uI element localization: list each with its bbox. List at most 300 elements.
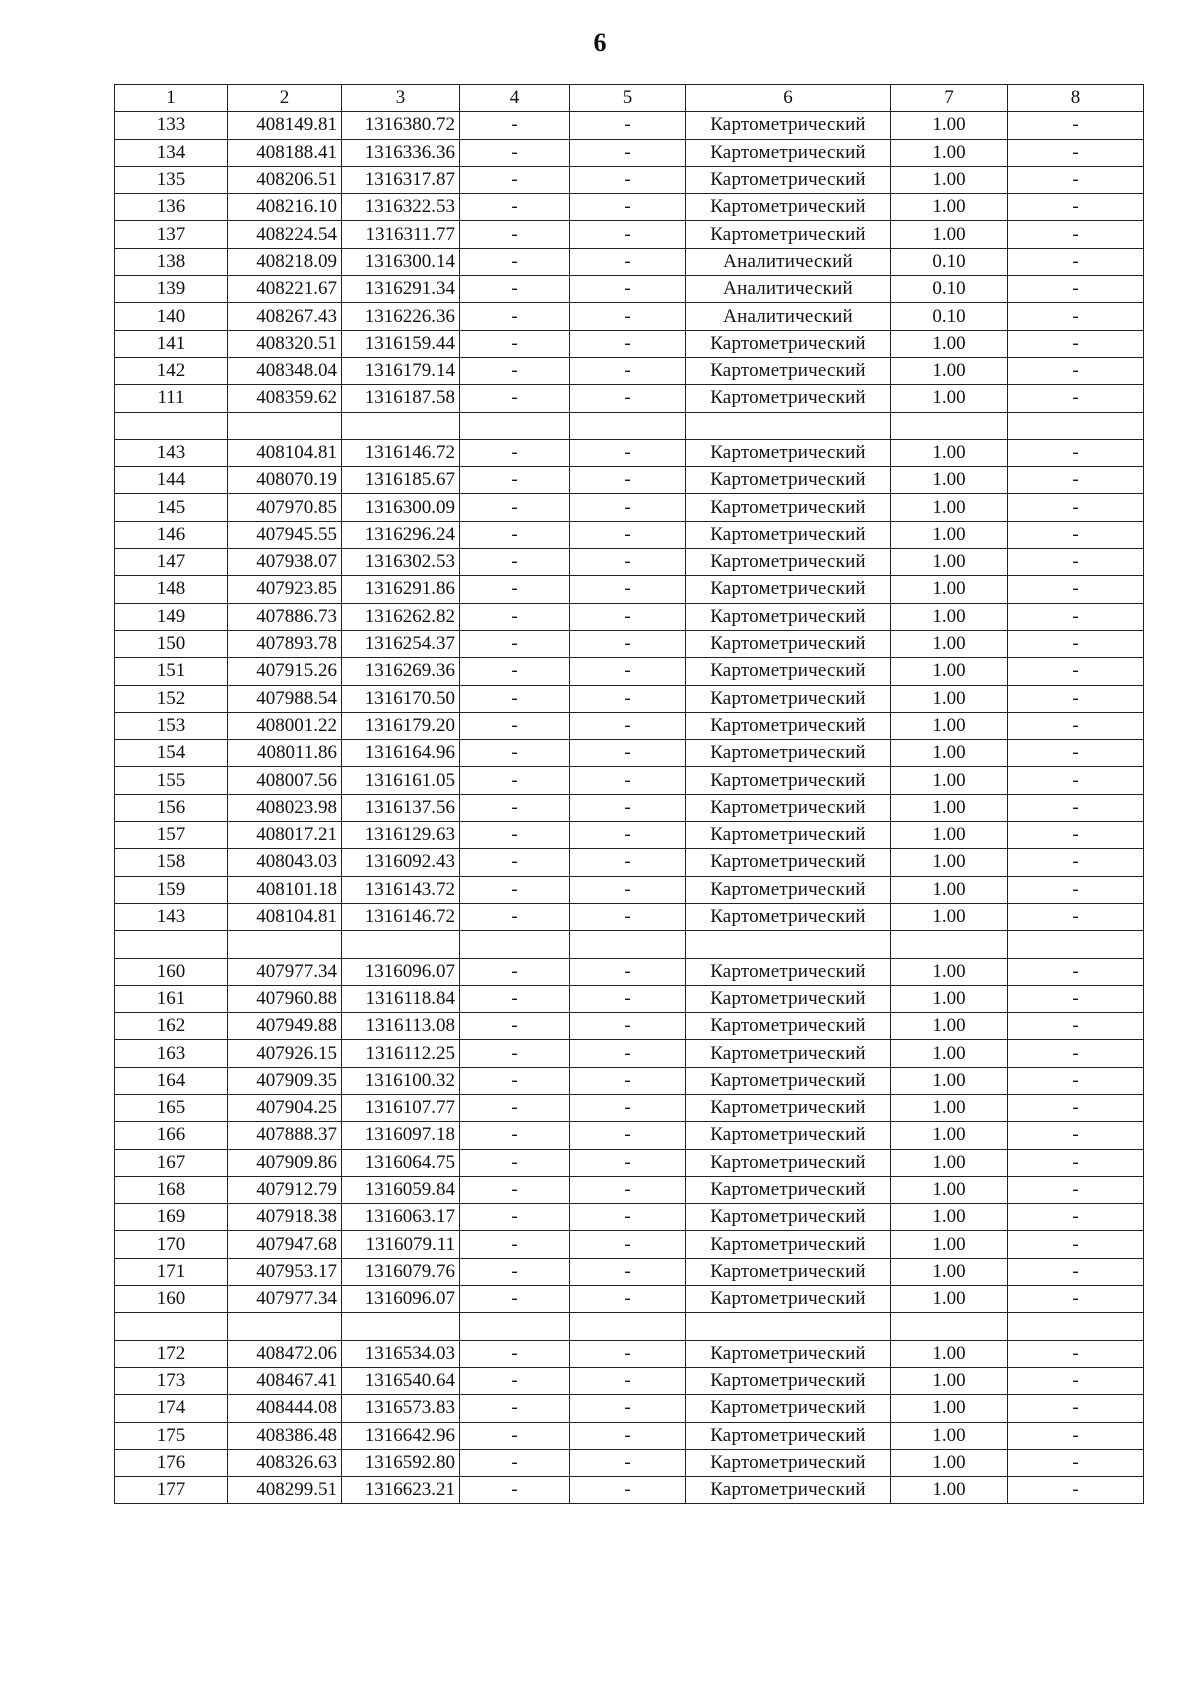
table-row — [115, 357, 1144, 384]
table-cell-col-accuracy: 1.00 — [891, 712, 1008, 739]
table-cell-col-8: - — [1008, 794, 1144, 821]
table-cell-col-x: 408218.09 — [228, 248, 342, 275]
table-cell-col-accuracy: 1.00 — [891, 1176, 1008, 1203]
table-cell-col-8: - — [1008, 221, 1144, 248]
header-col-method: 6 — [686, 85, 891, 112]
table-cell-col-y: 1316097.18 — [342, 1122, 460, 1149]
table-cell-col-4: - — [460, 903, 570, 930]
table-row — [115, 439, 1144, 466]
table-cell-col-y: 1316380.72 — [342, 112, 460, 139]
table-cell-col-8: - — [1008, 521, 1144, 548]
table-cell-col-5: - — [570, 876, 686, 903]
table-cell-col-4: - — [460, 1149, 570, 1176]
table-cell-col-method: Картометрический — [686, 521, 891, 548]
table-cell-col-accuracy: 1.00 — [891, 630, 1008, 657]
table-cell-col-y: 1316170.50 — [342, 685, 460, 712]
table-cell-col-5 — [570, 1313, 686, 1340]
table-row — [115, 1231, 1144, 1258]
table-cell-col-method: Картометрический — [686, 357, 891, 384]
table-cell-col-y: 1316100.32 — [342, 1067, 460, 1094]
table-cell-col-5: - — [570, 1149, 686, 1176]
table-cell-col-5: - — [570, 1286, 686, 1313]
table-cell-col-4: - — [460, 1040, 570, 1067]
table-cell-col-4: - — [460, 494, 570, 521]
table-cell-col-point-number: 133 — [115, 112, 228, 139]
header-row — [115, 85, 1144, 112]
table-cell-col-5: - — [570, 221, 686, 248]
table-cell-col-point-number: 136 — [115, 194, 228, 221]
header-col-5: 5 — [570, 85, 686, 112]
table-cell-col-point-number: 171 — [115, 1258, 228, 1285]
table-cell-col-4: - — [460, 248, 570, 275]
table-cell-col-point-number: 173 — [115, 1367, 228, 1394]
table-cell-col-method: Аналитический — [686, 276, 891, 303]
table-row — [115, 276, 1144, 303]
table-cell-col-x: 407886.73 — [228, 603, 342, 630]
table-cell-col-4: - — [460, 1231, 570, 1258]
table-cell-col-5: - — [570, 248, 686, 275]
table-cell-col-8: - — [1008, 439, 1144, 466]
table-row — [115, 1067, 1144, 1094]
table-cell-col-y: 1316300.09 — [342, 494, 460, 521]
table-cell-col-4: - — [460, 385, 570, 412]
table-cell-col-method: Картометрический — [686, 1067, 891, 1094]
table-cell-col-8: - — [1008, 740, 1144, 767]
table-cell-col-method: Картометрический — [686, 740, 891, 767]
table-cell-col-x: 408221.67 — [228, 276, 342, 303]
header-col-y: 3 — [342, 85, 460, 112]
table-cell-col-x: 407953.17 — [228, 1258, 342, 1285]
table-cell-col-x: 407909.35 — [228, 1067, 342, 1094]
header-col-point-number: 1 — [115, 85, 228, 112]
table-cell-col-point-number: 166 — [115, 1122, 228, 1149]
table-cell-col-method: Картометрический — [686, 849, 891, 876]
table-cell-col-4: - — [460, 685, 570, 712]
table-cell-col-method: Картометрический — [686, 1367, 891, 1394]
table-row — [115, 521, 1144, 548]
table-cell-col-8: - — [1008, 1067, 1144, 1094]
table-cell-col-5: - — [570, 194, 686, 221]
table-cell-col-point-number — [115, 412, 228, 439]
table-cell-col-accuracy: 1.00 — [891, 1094, 1008, 1121]
table-cell-col-y: 1316317.87 — [342, 166, 460, 193]
table-cell-col-5: - — [570, 1204, 686, 1231]
table-cell-col-point-number: 111 — [115, 385, 228, 412]
table-cell-col-8: - — [1008, 1122, 1144, 1149]
table-cell-col-4: - — [460, 112, 570, 139]
table-cell-col-5: - — [570, 849, 686, 876]
table-row — [115, 221, 1144, 248]
table-cell-col-5: - — [570, 166, 686, 193]
table-row — [115, 685, 1144, 712]
table-cell-col-x: 408043.03 — [228, 849, 342, 876]
table-cell-col-accuracy: 1.00 — [891, 1422, 1008, 1449]
table-cell-col-y: 1316118.84 — [342, 985, 460, 1012]
table-cell-col-5: - — [570, 357, 686, 384]
table-row — [115, 1149, 1144, 1176]
table-row — [115, 166, 1144, 193]
table-cell-col-5: - — [570, 439, 686, 466]
table-cell-col-x: 408326.63 — [228, 1449, 342, 1476]
table-cell-col-point-number: 158 — [115, 849, 228, 876]
table-cell-col-y: 1316079.11 — [342, 1231, 460, 1258]
table-row — [115, 1477, 1144, 1504]
table-cell-col-5: - — [570, 1067, 686, 1094]
table-row — [115, 712, 1144, 739]
table-cell-col-method: Картометрический — [686, 1449, 891, 1476]
table-cell-col-5: - — [570, 985, 686, 1012]
table-cell-col-8: - — [1008, 767, 1144, 794]
table-cell-col-accuracy: 1.00 — [891, 794, 1008, 821]
table-cell-col-accuracy: 1.00 — [891, 658, 1008, 685]
table-cell-col-accuracy: 0.10 — [891, 276, 1008, 303]
table-cell-col-8: - — [1008, 985, 1144, 1012]
table-cell-col-5: - — [570, 1122, 686, 1149]
table-cell-col-4: - — [460, 521, 570, 548]
table-cell-col-point-number: 144 — [115, 467, 228, 494]
table-cell-col-x: 407912.79 — [228, 1176, 342, 1203]
table-cell-col-accuracy: 1.00 — [891, 1149, 1008, 1176]
table-row — [115, 740, 1144, 767]
table-cell-col-8: - — [1008, 1094, 1144, 1121]
table-cell-col-8: - — [1008, 876, 1144, 903]
table-row — [115, 1449, 1144, 1476]
table-cell-col-method: Картометрический — [686, 1149, 891, 1176]
table-cell-col-4: - — [460, 1286, 570, 1313]
table-cell-col-y: 1316159.44 — [342, 330, 460, 357]
table-cell-col-method: Картометрический — [686, 112, 891, 139]
table-cell-col-accuracy: 1.00 — [891, 903, 1008, 930]
table-cell-col-5: - — [570, 112, 686, 139]
table-cell-col-accuracy: 1.00 — [891, 112, 1008, 139]
table-cell-col-method: Картометрический — [686, 166, 891, 193]
header-col-x: 2 — [228, 85, 342, 112]
table-cell-col-x: 408216.10 — [228, 194, 342, 221]
table-cell-col-point-number: 146 — [115, 521, 228, 548]
table-cell-col-point-number: 176 — [115, 1449, 228, 1476]
table-cell-col-x: 408070.19 — [228, 467, 342, 494]
table-cell-col-point-number: 143 — [115, 903, 228, 930]
table-cell-col-4: - — [460, 139, 570, 166]
table-cell-col-y: 1316161.05 — [342, 767, 460, 794]
table-cell-col-4: - — [460, 1477, 570, 1504]
table-cell-col-x: 408104.81 — [228, 439, 342, 466]
table-cell-col-point-number: 149 — [115, 603, 228, 630]
table-cell-col-y: 1316254.37 — [342, 630, 460, 657]
table-cell-col-4: - — [460, 658, 570, 685]
table-cell-col-8: - — [1008, 1395, 1144, 1422]
table-cell-col-method: Картометрический — [686, 549, 891, 576]
table-cell-col-4: - — [460, 630, 570, 657]
coordinates-table — [114, 84, 1144, 1504]
table-cell-col-x — [228, 412, 342, 439]
table-cell-col-4: - — [460, 876, 570, 903]
table-cell-col-method: Картометрический — [686, 385, 891, 412]
table-row — [115, 1395, 1144, 1422]
table-cell-col-8: - — [1008, 630, 1144, 657]
table-cell-col-point-number: 156 — [115, 794, 228, 821]
header-col-8: 8 — [1008, 85, 1144, 112]
table-cell-col-8: - — [1008, 685, 1144, 712]
table-cell-col-5: - — [570, 630, 686, 657]
table-cell-col-point-number: 165 — [115, 1094, 228, 1121]
table-cell-col-y: 1316129.63 — [342, 822, 460, 849]
table-cell-col-point-number: 139 — [115, 276, 228, 303]
table-cell-col-5: - — [570, 685, 686, 712]
table-header — [115, 85, 1144, 112]
table-cell-col-method — [686, 931, 891, 958]
table-cell-col-accuracy — [891, 931, 1008, 958]
table-cell-col-method: Картометрический — [686, 1395, 891, 1422]
table-cell-col-x: 407923.85 — [228, 576, 342, 603]
table-row — [115, 549, 1144, 576]
table-cell-col-y — [342, 931, 460, 958]
table-cell-col-y: 1316302.53 — [342, 549, 460, 576]
table-row — [115, 576, 1144, 603]
table-cell-col-5: - — [570, 767, 686, 794]
table-cell-col-4: - — [460, 1204, 570, 1231]
table-cell-col-method: Картометрический — [686, 467, 891, 494]
table-cell-col-5: - — [570, 549, 686, 576]
table-cell-col-y: 1316540.64 — [342, 1367, 460, 1394]
table-cell-col-x: 408299.51 — [228, 1477, 342, 1504]
table-cell-col-y: 1316146.72 — [342, 903, 460, 930]
table-cell-col-8: - — [1008, 1367, 1144, 1394]
table-cell-col-5: - — [570, 1013, 686, 1040]
table-row — [115, 1122, 1144, 1149]
table-cell-col-accuracy: 1.00 — [891, 1067, 1008, 1094]
table-cell-col-point-number — [115, 1313, 228, 1340]
table-cell-col-method: Картометрический — [686, 494, 891, 521]
table-cell-col-x: 408017.21 — [228, 822, 342, 849]
table-cell-col-x: 408472.06 — [228, 1340, 342, 1367]
table-cell-col-8: - — [1008, 248, 1144, 275]
table-cell-col-8: - — [1008, 658, 1144, 685]
table-cell-col-accuracy: 1.00 — [891, 166, 1008, 193]
table-cell-col-8 — [1008, 412, 1144, 439]
table-row-separator — [115, 412, 1144, 439]
table-cell-col-y: 1316592.80 — [342, 1449, 460, 1476]
table-cell-col-x: 407888.37 — [228, 1122, 342, 1149]
table-cell-col-5: - — [570, 603, 686, 630]
table-cell-col-accuracy: 1.00 — [891, 330, 1008, 357]
table-cell-col-8: - — [1008, 822, 1144, 849]
table-cell-col-method: Картометрический — [686, 221, 891, 248]
table-cell-col-4: - — [460, 1258, 570, 1285]
table-cell-col-accuracy: 1.00 — [891, 139, 1008, 166]
table-cell-col-8: - — [1008, 1013, 1144, 1040]
table-cell-col-4: - — [460, 985, 570, 1012]
table-cell-col-5 — [570, 931, 686, 958]
table-cell-col-method: Картометрический — [686, 712, 891, 739]
table-cell-col-method: Картометрический — [686, 1040, 891, 1067]
table-cell-col-method: Картометрический — [686, 985, 891, 1012]
table-cell-col-8: - — [1008, 112, 1144, 139]
table-cell-col-8: - — [1008, 576, 1144, 603]
table-cell-col-5: - — [570, 521, 686, 548]
table-cell-col-method: Картометрический — [686, 630, 891, 657]
table-cell-col-y — [342, 412, 460, 439]
table-cell-col-point-number: 157 — [115, 822, 228, 849]
table-row — [115, 630, 1144, 657]
table-cell-col-5: - — [570, 822, 686, 849]
table-cell-col-method: Картометрический — [686, 958, 891, 985]
table-cell-col-y — [342, 1313, 460, 1340]
table-cell-col-y: 1316079.76 — [342, 1258, 460, 1285]
table-cell-col-point-number: 135 — [115, 166, 228, 193]
table-cell-col-y: 1316137.56 — [342, 794, 460, 821]
table-row — [115, 958, 1144, 985]
table-cell-col-y: 1316146.72 — [342, 439, 460, 466]
table-cell-col-4 — [460, 1313, 570, 1340]
table-cell-col-method — [686, 412, 891, 439]
table-row — [115, 849, 1144, 876]
table-cell-col-8: - — [1008, 1449, 1144, 1476]
table-cell-col-accuracy: 1.00 — [891, 357, 1008, 384]
table-cell-col-method: Картометрический — [686, 576, 891, 603]
table-cell-col-accuracy: 1.00 — [891, 1477, 1008, 1504]
table-cell-col-point-number: 134 — [115, 139, 228, 166]
table-cell-col-5: - — [570, 1449, 686, 1476]
table-cell-col-x: 408104.81 — [228, 903, 342, 930]
table-cell-col-4: - — [460, 1367, 570, 1394]
table-cell-col-5: - — [570, 740, 686, 767]
table-cell-col-4: - — [460, 357, 570, 384]
table-cell-col-accuracy: 1.00 — [891, 603, 1008, 630]
table-cell-col-y: 1316291.34 — [342, 276, 460, 303]
table-cell-col-accuracy: 1.00 — [891, 1122, 1008, 1149]
table-cell-col-method: Картометрический — [686, 1477, 891, 1504]
table-cell-col-accuracy: 1.00 — [891, 985, 1008, 1012]
table-cell-col-point-number: 151 — [115, 658, 228, 685]
table-cell-col-x: 408444.08 — [228, 1395, 342, 1422]
table-cell-col-8: - — [1008, 849, 1144, 876]
table-cell-col-method: Картометрический — [686, 794, 891, 821]
table-row — [115, 248, 1144, 275]
table-cell-col-4 — [460, 931, 570, 958]
table-cell-col-4: - — [460, 1176, 570, 1203]
table-cell-col-method: Картометрический — [686, 1422, 891, 1449]
table-cell-col-5: - — [570, 1176, 686, 1203]
table-cell-col-x: 408188.41 — [228, 139, 342, 166]
table-cell-col-y: 1316291.86 — [342, 576, 460, 603]
table-cell-col-point-number: 152 — [115, 685, 228, 712]
table-cell-col-x: 408007.56 — [228, 767, 342, 794]
page-number: 6 — [593, 28, 607, 57]
table-cell-col-8: - — [1008, 303, 1144, 330]
table-cell-col-method: Картометрический — [686, 1122, 891, 1149]
table-cell-col-4: - — [460, 822, 570, 849]
table-cell-col-x: 407915.26 — [228, 658, 342, 685]
header-col-4: 4 — [460, 85, 570, 112]
table-cell-col-x: 407947.68 — [228, 1231, 342, 1258]
table-cell-col-accuracy: 1.00 — [891, 467, 1008, 494]
table-cell-col-4: - — [460, 958, 570, 985]
table-cell-col-point-number: 169 — [115, 1204, 228, 1231]
table-row — [115, 876, 1144, 903]
table-cell-col-x: 408386.48 — [228, 1422, 342, 1449]
table-cell-col-y: 1316226.36 — [342, 303, 460, 330]
table-cell-col-8: - — [1008, 330, 1144, 357]
table-row — [115, 767, 1144, 794]
table-cell-col-point-number: 167 — [115, 1149, 228, 1176]
table-cell-col-y: 1316179.14 — [342, 357, 460, 384]
table-cell-col-accuracy: 1.00 — [891, 221, 1008, 248]
table-row — [115, 1204, 1144, 1231]
table-cell-col-point-number: 148 — [115, 576, 228, 603]
table-cell-col-y: 1316164.96 — [342, 740, 460, 767]
table-body — [115, 112, 1144, 1504]
table-cell-col-accuracy — [891, 412, 1008, 439]
table-cell-col-y: 1316623.21 — [342, 1477, 460, 1504]
table-cell-col-accuracy: 1.00 — [891, 1040, 1008, 1067]
table-cell-col-8: - — [1008, 1286, 1144, 1313]
table-cell-col-8: - — [1008, 194, 1144, 221]
table-cell-col-method: Картометрический — [686, 139, 891, 166]
table-cell-col-5: - — [570, 467, 686, 494]
table-cell-col-y: 1316096.07 — [342, 958, 460, 985]
table-cell-col-x: 407977.34 — [228, 958, 342, 985]
table-cell-col-accuracy: 1.00 — [891, 1367, 1008, 1394]
table-cell-col-8: - — [1008, 1340, 1144, 1367]
table-cell-col-y: 1316269.36 — [342, 658, 460, 685]
table-row — [115, 794, 1144, 821]
table-cell-col-4: - — [460, 303, 570, 330]
table-row — [115, 903, 1144, 930]
table-cell-col-8: - — [1008, 1231, 1144, 1258]
table-cell-col-4: - — [460, 1122, 570, 1149]
table-cell-col-method: Картометрический — [686, 1286, 891, 1313]
table-cell-col-point-number: 138 — [115, 248, 228, 275]
table-cell-col-x: 408011.86 — [228, 740, 342, 767]
table-cell-col-4: - — [460, 849, 570, 876]
table-cell-col-accuracy — [891, 1313, 1008, 1340]
table-row — [115, 194, 1144, 221]
table-cell-col-point-number: 137 — [115, 221, 228, 248]
table-cell-col-8 — [1008, 1313, 1144, 1340]
table-cell-col-point-number: 175 — [115, 1422, 228, 1449]
table-cell-col-point-number: 150 — [115, 630, 228, 657]
table-cell-col-x: 408467.41 — [228, 1367, 342, 1394]
table-cell-col-method: Картометрический — [686, 1094, 891, 1121]
table-cell-col-5: - — [570, 1094, 686, 1121]
table-cell-col-4: - — [460, 794, 570, 821]
table-cell-col-x: 407893.78 — [228, 630, 342, 657]
table-cell-col-5: - — [570, 276, 686, 303]
table-cell-col-5: - — [570, 385, 686, 412]
table-cell-col-5: - — [570, 712, 686, 739]
table-cell-col-point-number: 153 — [115, 712, 228, 739]
table-cell-col-x — [228, 1313, 342, 1340]
table-cell-col-point-number: 143 — [115, 439, 228, 466]
table-cell-col-4: - — [460, 194, 570, 221]
table-cell-col-x: 408206.51 — [228, 166, 342, 193]
table-cell-col-point-number: 140 — [115, 303, 228, 330]
table-cell-col-4: - — [460, 330, 570, 357]
table-cell-col-x: 407960.88 — [228, 985, 342, 1012]
table-cell-col-y: 1316059.84 — [342, 1176, 460, 1203]
table-cell-col-method: Картометрический — [686, 876, 891, 903]
table-cell-col-x — [228, 931, 342, 958]
table-cell-col-5: - — [570, 1340, 686, 1367]
table-cell-col-8: - — [1008, 603, 1144, 630]
table-cell-col-5: - — [570, 494, 686, 521]
table-cell-col-point-number — [115, 931, 228, 958]
table-cell-col-8: - — [1008, 467, 1144, 494]
table-cell-col-point-number: 164 — [115, 1067, 228, 1094]
table-cell-col-5: - — [570, 1040, 686, 1067]
table-cell-col-point-number: 161 — [115, 985, 228, 1012]
